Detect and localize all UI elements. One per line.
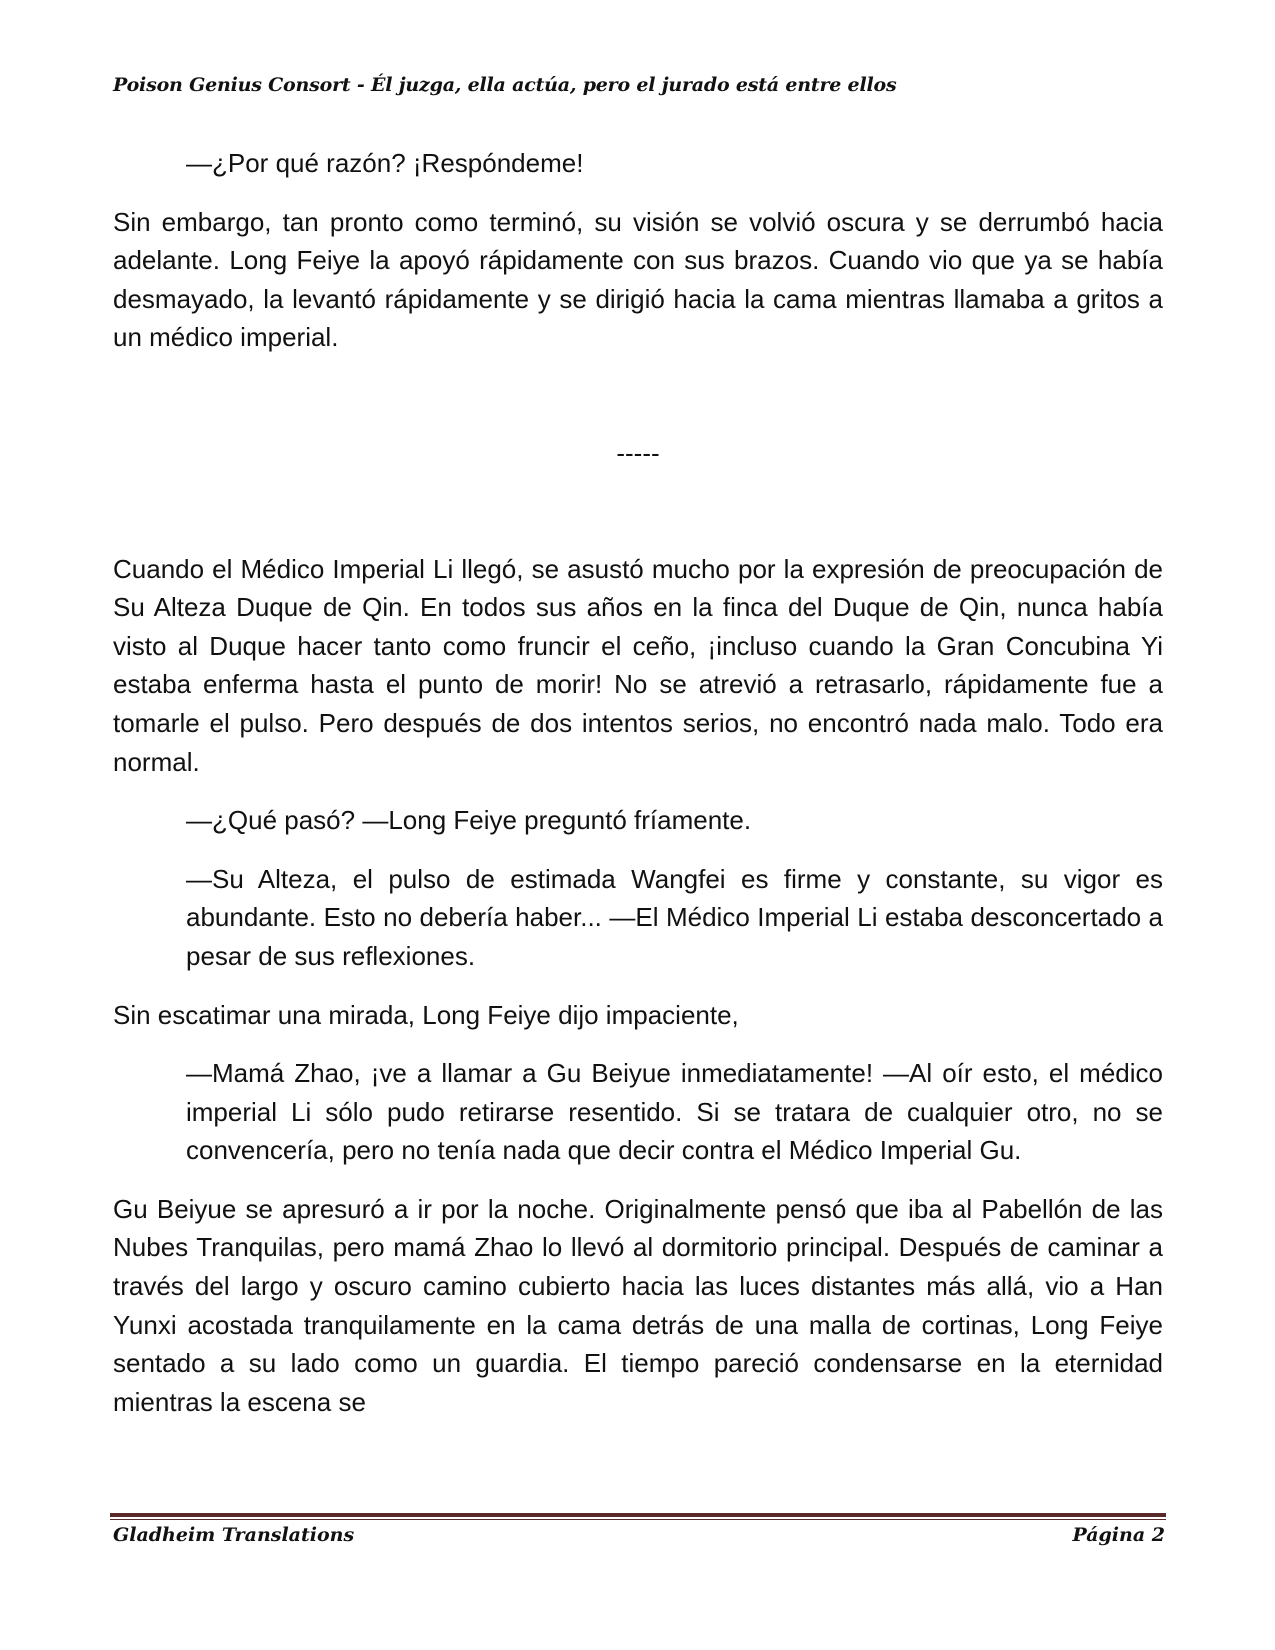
footer-publisher: Gladheim Translations [113, 1524, 355, 1546]
narrative-paragraph: Sin embargo, tan pronto como terminó, su visión se volvió oscura y se derrumbó hacia adelante. Long Feiye la apoyó rápidamente con sus brazos. Cuando vio que ya se había desmayado, la levantó rápidamente y se dirigió hacia la cama mientras llamaba a gritos a un médico imperial. [113, 206, 1163, 353]
scene-break: ----- [616, 437, 660, 468]
narrative-paragraph: Gu Beiyue se apresuró a ir por la noche. Originalmente pensó que iba al Pabellón de las Nubes Tranquilas, pero mamá Zhao lo llevó al dormitorio principal. Después de caminar a través del largo y oscuro camino cubierto hacia las luces distantes más allá, vio a Han Yunxi acostada tranquilamente en la cama detrás de una malla de cortinas, Long Feiye sentado a su lado como un guardia. El tiempo pareció condensarse en la eternidad mientras la escena se [113, 1193, 1163, 1417]
dialogue-paragraph: —¿Qué pasó? —Long Feiye preguntó fríamente. [186, 805, 752, 836]
footer-divider [110, 1513, 1166, 1520]
dialogue-paragraph: —Su Alteza, el pulso de estimada Wangfei es firme y constante, su vigor es abundante. Esto no debería haber... —El Médico Imperial Li estaba desconcertado a pesar de sus reflexiones. [186, 863, 1163, 971]
narrative-paragraph: Sin escatimar una mirada, Long Feiye dijo impaciente, [113, 999, 739, 1030]
footer-page-number: Página 2 [1072, 1524, 1165, 1546]
dialogue-paragraph: —¿Por qué razón? ¡Respóndeme! [186, 148, 584, 178]
narrative-paragraph: Cuando el Médico Imperial Li llegó, se asustó mucho por la expresión de preocupación de Su Alteza Duque de Qin. En todos sus años en la finca del Duque de Qin, nunca había visto al Duque hacer tanto como fruncir el ceño, ¡incluso cuando la Gran Concubina Yi estaba enferma hasta el punto de morir! No se atrevió a retrasarlo, rápidamente fue a tomarle el pulso. Pero después de dos intentos serios, no encontró nada malo. Todo era normal. [113, 553, 1163, 777]
body-text [113, 144, 1163, 1441]
dialogue-paragraph: —Mamá Zhao, ¡ve a llamar a Gu Beiyue inmediatamente! —Al oír esto, el médico imperial Li sólo pudo retirarse resentido. Si se tratara de cualquier otro, no se convencería, pero no tenía nada que decir contra el Médico Imperial Gu. [186, 1058, 1163, 1166]
running-header-title: Poison Genius Consort - Él juzga, ella actúa, pero el jurado está entre ellos [113, 74, 897, 96]
